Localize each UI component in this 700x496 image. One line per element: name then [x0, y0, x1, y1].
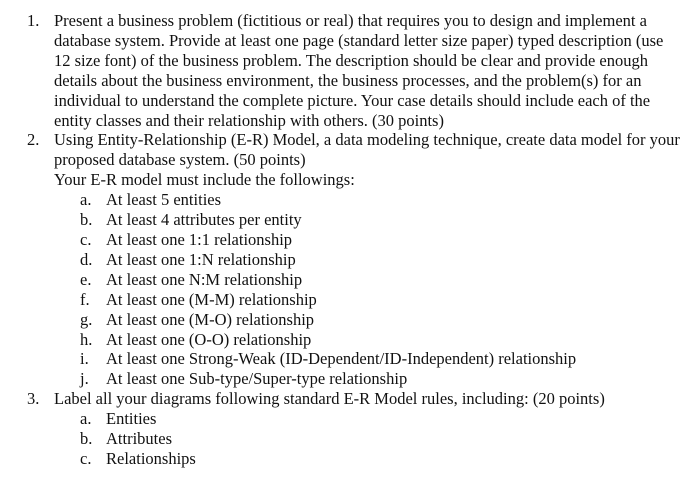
sub-item-letter: b.	[80, 429, 93, 449]
sub-item-letter: g.	[80, 309, 93, 329]
sub-item-text: Attributes	[106, 429, 172, 449]
sub-item-letter: b.	[80, 210, 93, 230]
sub-item-text: At least one (M-O) relationship	[106, 309, 315, 329]
sub-item-text: Relationships	[106, 448, 196, 468]
sub-item	[0, 369, 700, 389]
sub-item-text: At least one N:M relationship	[106, 269, 303, 289]
sub-item-letter: h.	[80, 329, 93, 349]
sub-item-text: At least one 1:N relationship	[106, 249, 296, 269]
assignment-document	[0, 11, 700, 469]
sub-item-letter: d.	[80, 249, 93, 269]
sub-item-text: Entities	[106, 409, 157, 429]
sub-item	[0, 250, 700, 270]
sub-item	[0, 330, 700, 350]
sub-item	[0, 190, 700, 210]
cut-off-text-fragment	[27, 488, 87, 496]
sub-item	[0, 409, 700, 429]
item-number: 2.	[27, 130, 40, 150]
sub-item-letter: j.	[80, 369, 89, 389]
list-item-2	[0, 130, 700, 170]
sub-item	[0, 429, 700, 449]
item-text: Present a business problem (fictitious or real) that requires you to design and implement a database system. Provide at least one page (standard letter size paper) typed description (use 12 size font) of the business problem. The description should be clear and provide enough details about the business environment, the business processes, and the problem(s) for an individual to understand the complete picture. Your case details should include each of the entity classes and their relationship with others. (30 points)	[54, 11, 664, 130]
item-number: 1.	[27, 11, 40, 30]
sub-item-text: At least one 1:1 relationship	[106, 229, 293, 249]
sub-item-letter: c.	[80, 448, 92, 468]
sub-item-letter: i.	[80, 349, 89, 369]
sub-item-text: At least 5 entities	[106, 190, 222, 210]
sub-item-text: At least one Strong-Weak (ID-Dependent/ID-Independent) relationship	[106, 349, 577, 369]
sub-item-text: At least one (O-O) relationship	[106, 329, 312, 349]
item-text: Label all your diagrams following standard E-R Model rules, including: (20 points)	[54, 389, 605, 409]
item-text: Using Entity-Relationship (E-R) Model, a data modeling technique, create data model for your proposed database system. (50 points)	[54, 130, 680, 170]
sub-item-letter: a.	[80, 409, 92, 429]
item-number: 3.	[27, 389, 40, 409]
er-model-intro: Your E-R model must include the followings:	[54, 170, 355, 190]
list-item-1	[0, 11, 700, 130]
sub-item	[0, 210, 700, 230]
sub-item	[0, 349, 700, 369]
sub-item-letter: c.	[80, 229, 92, 249]
list-item-3	[0, 389, 700, 409]
sub-item-text: At least one Sub-type/Super-type relationship	[106, 369, 408, 389]
sub-item-letter: a.	[80, 190, 92, 210]
sub-item	[0, 230, 700, 250]
sub-item-text: At least one (M-M) relationship	[106, 289, 317, 309]
sub-item-letter: f.	[80, 289, 90, 309]
sub-item-letter: e.	[80, 269, 92, 289]
sub-item-text: At least 4 attributes per entity	[106, 210, 302, 230]
sub-item	[0, 270, 700, 290]
sub-item	[0, 290, 700, 310]
sub-item	[0, 310, 700, 330]
sub-item	[0, 449, 700, 469]
